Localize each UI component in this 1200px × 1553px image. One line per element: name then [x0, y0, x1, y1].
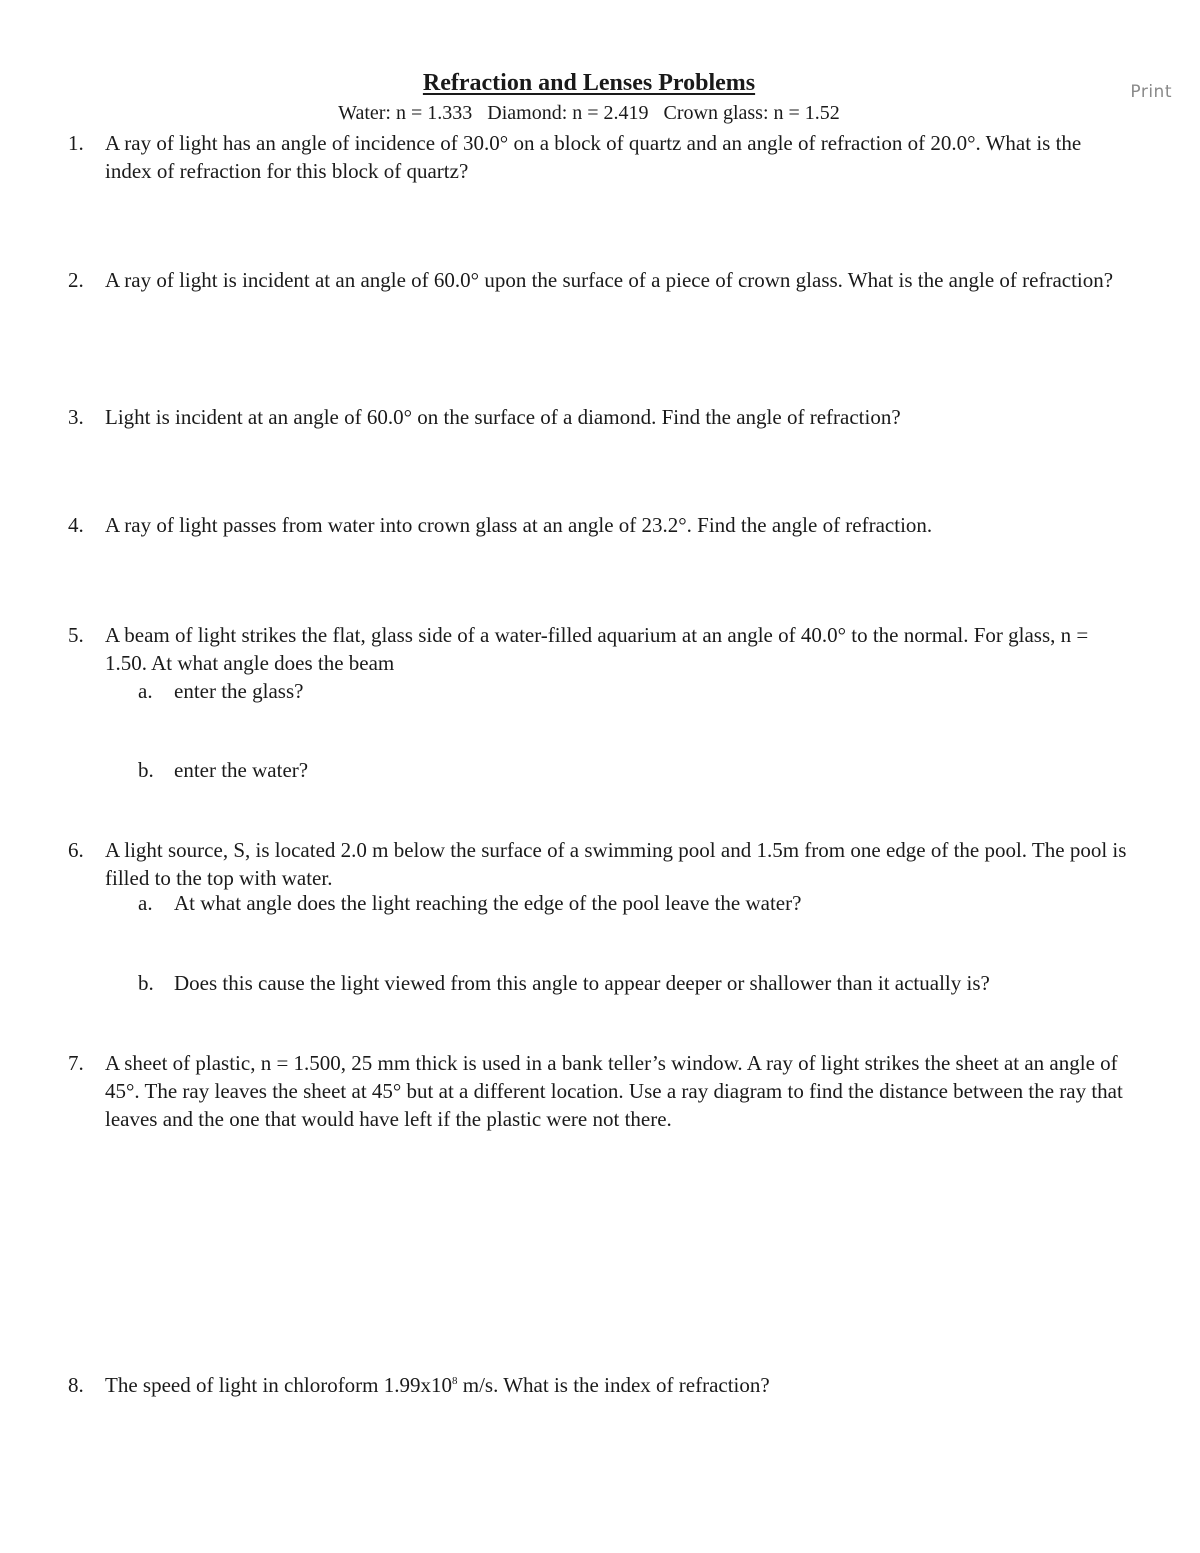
subpart-text: enter the water? [174, 758, 309, 782]
subpart-text: enter the glass? [174, 679, 304, 703]
problem-text [105, 1371, 1128, 1399]
problem-item [68, 129, 1128, 185]
exponent: 8 [452, 1375, 458, 1387]
subpart-text: Does this cause the light viewed from this angle to appear deeper or shallower than it actually is? [174, 971, 990, 995]
problem-item [68, 403, 1128, 431]
problem-text: A ray of light passes from water into crown glass at an angle of 23.2°. Find the angle of refraction. [105, 513, 933, 537]
problem-number: 1. [68, 131, 84, 155]
subpart-letter: b. [138, 971, 154, 995]
problem-subpart [138, 890, 1128, 916]
problem-text: A light source, S, is located 2.0 m below the surface of a swimming pool and 1.5m from one edge of the pool. The pool is filled to the top with water. [105, 838, 1127, 890]
problem-number: 2. [68, 268, 84, 292]
problem-text-after: m/s. What is the index of refraction? [457, 1373, 770, 1397]
problem-item [68, 836, 1128, 892]
refractive-index-constants: Water: n = 1.333 Diamond: n = 2.419 Crown glass: n = 1.52 [338, 102, 840, 124]
print-link[interactable]: Print [1130, 82, 1172, 102]
problem-number: 5. [68, 623, 84, 647]
problem-item [68, 266, 1128, 294]
problem-number: 8. [68, 1373, 84, 1397]
problem-item [68, 511, 1128, 539]
problem-item [68, 1049, 1128, 1133]
problem-text: A ray of light is incident at an angle of 60.0° upon the surface of a piece of crown glass. What is the angle of refraction? [105, 268, 1114, 292]
subpart-letter: a. [138, 891, 153, 915]
problem-subpart [138, 757, 1128, 783]
problem-number: 3. [68, 405, 84, 429]
problem-subpart [138, 678, 1128, 704]
problem-text: A beam of light strikes the flat, glass side of a water-filled aquarium at an angle of 40.0° to the normal. For glass, n = 1.50. At what angle does the beam [105, 623, 1089, 675]
subpart-letter: a. [138, 679, 153, 703]
problem-text: Light is incident at an angle of 60.0° on the surface of a diamond. Find the angle of refraction? [105, 405, 901, 429]
problem-item [68, 621, 1128, 677]
problem-text-before: The speed of light in chloroform 1.99x10 [105, 1373, 453, 1397]
problem-item [68, 1371, 1128, 1399]
subpart-text: At what angle does the light reaching the edge of the pool leave the water? [174, 891, 802, 915]
problem-subpart [138, 970, 1128, 996]
subpart-letter: b. [138, 758, 154, 782]
problem-number: 7. [68, 1051, 84, 1075]
problem-number: 4. [68, 513, 84, 537]
worksheet-title: Refraction and Lenses Problems [422, 70, 756, 96]
problem-number: 6. [68, 838, 84, 862]
problem-text: A sheet of plastic, n = 1.500, 25 mm thick is used in a bank teller’s window. A ray of light strikes the sheet at an angle of 45°. The ray leaves the sheet at 45° but at a different location. Use a ray diagram to find the distance between the ray that leaves and the one that would have left if the plastic were not there. [105, 1051, 1123, 1131]
problem-text: A ray of light has an angle of incidence of 30.0° on a block of quartz and an angle of refraction of 20.0°. What is the index of refraction for this block of quartz? [105, 131, 1082, 183]
